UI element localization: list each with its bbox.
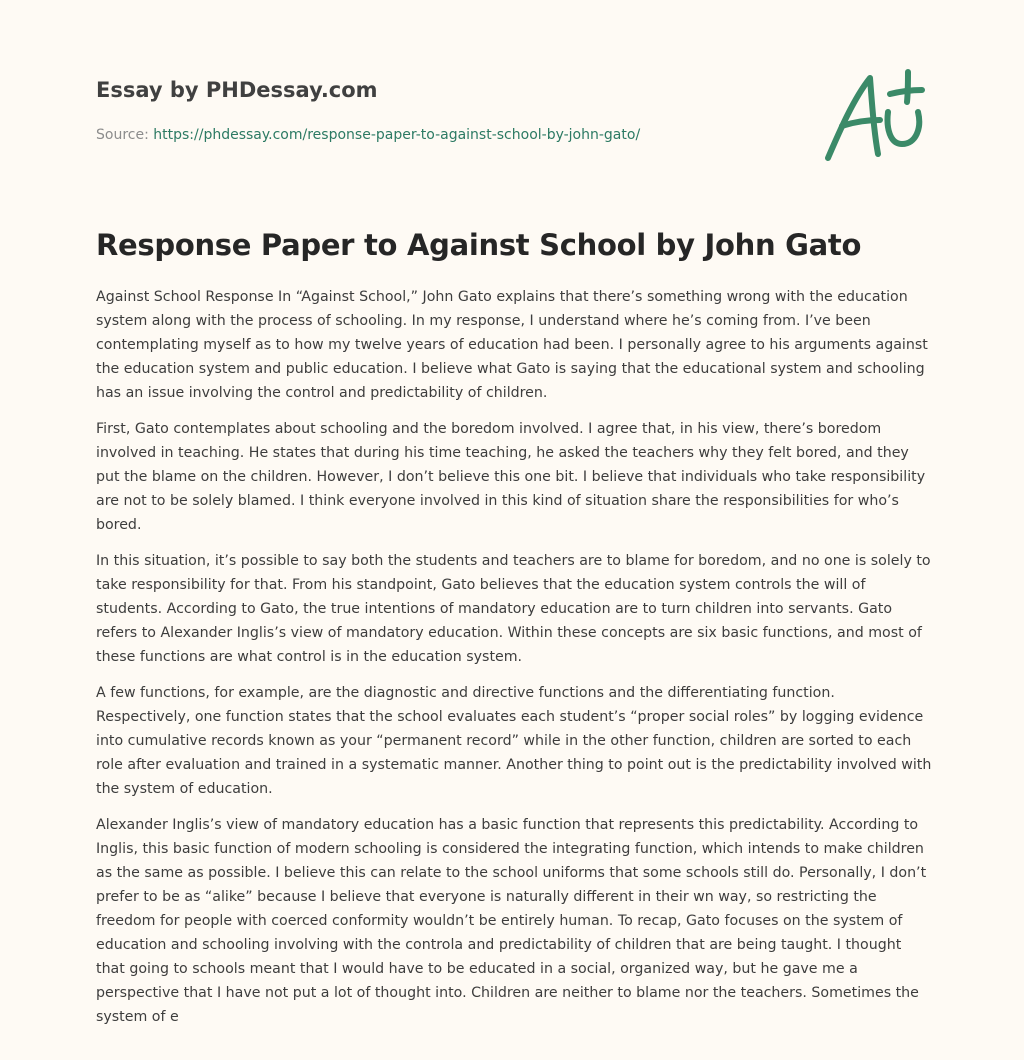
essay-body [96,285,932,1041]
essay-paragraph: In this situation, it’s possible to say both the students and teachers are to blame for boredom, and no one is solely to take responsibility for that. From his standpoint, Gato believes that the education system controls the will of students. According to Gato, the true intentions of mandatory education are to turn children into servants. Gato refers to Alexander Inglis’s view of mandatory education. Within these concepts are six basic functions, and most of these functions are what control is in the education system. [96,553,931,665]
source-line [96,125,796,145]
essay-paragraph: Against School Response In “Against School,” John Gato explains that there’s something wrong with the education system along with the process of schooling. In my response, I understand where he’s coming from. I’ve been contemplating myself as to how my twelve years of education had been. I personally agree to his arguments against the education system and public education. I believe what Gato is saying that the educational system and schooling has an issue involving the control and predictability of children. [96,289,928,401]
source-label: Source: [96,127,149,143]
source-link[interactable]: https://phdessay.com/response-paper-to-against-school-by-john-gato/ [153,127,641,143]
page-title: Response Paper to Against School by John Gato [96,228,862,262]
brand-title: Essay by PHDessay.com [96,78,378,102]
essay-paragraph: A few functions, for example, are the diagnostic and directive functions and the differentiating function. Respectively, one function states that the school evaluates each student’s “proper social roles” by logging evidence into cumulative records known as your “permanent record” while in the other function, children are sorted to each role after evaluation and trained in a systematic manner. Another thing to point out is the predictability involved with the system of education. [96,685,932,797]
page-header [96,76,796,145]
a-plus-icon [818,64,930,168]
essay-paragraph: Alexander Inglis’s view of mandatory education has a basic function that represents this predictability. According to Inglis, this basic function of modern schooling is considered the integrating function, which intends to make children as the same as possible. I believe this can relate to the school uniforms that some schools still do. Personally, I don’t prefer to be as “alike” because I believe that everyone is naturally different in their wn way, so restricting the freedom for people with coerced conformity wouldn’t be entirely human. To recap, Gato focuses on the system of education and schooling involving with the controla and predictability of children that are being taught. I thought that going to schools meant that I would have to be educated in a social, organized way, but he gave me a perspective that I have not put a lot of thought into. Children are neither to blame nor the teachers. Sometimes the system of e [96,817,927,1025]
essay-paragraph: First, Gato contemplates about schooling and the boredom involved. I agree that, in his view, there’s boredom involved in teaching. He states that during his time teaching, he asked the teachers why they felt bored, and they put the blame on the children. However, I don’t believe this one bit. I believe that individuals who take responsibility are not to be solely blamed. I think everyone involved in this kind of situation share the responsibilities for who’s bored. [96,421,926,533]
